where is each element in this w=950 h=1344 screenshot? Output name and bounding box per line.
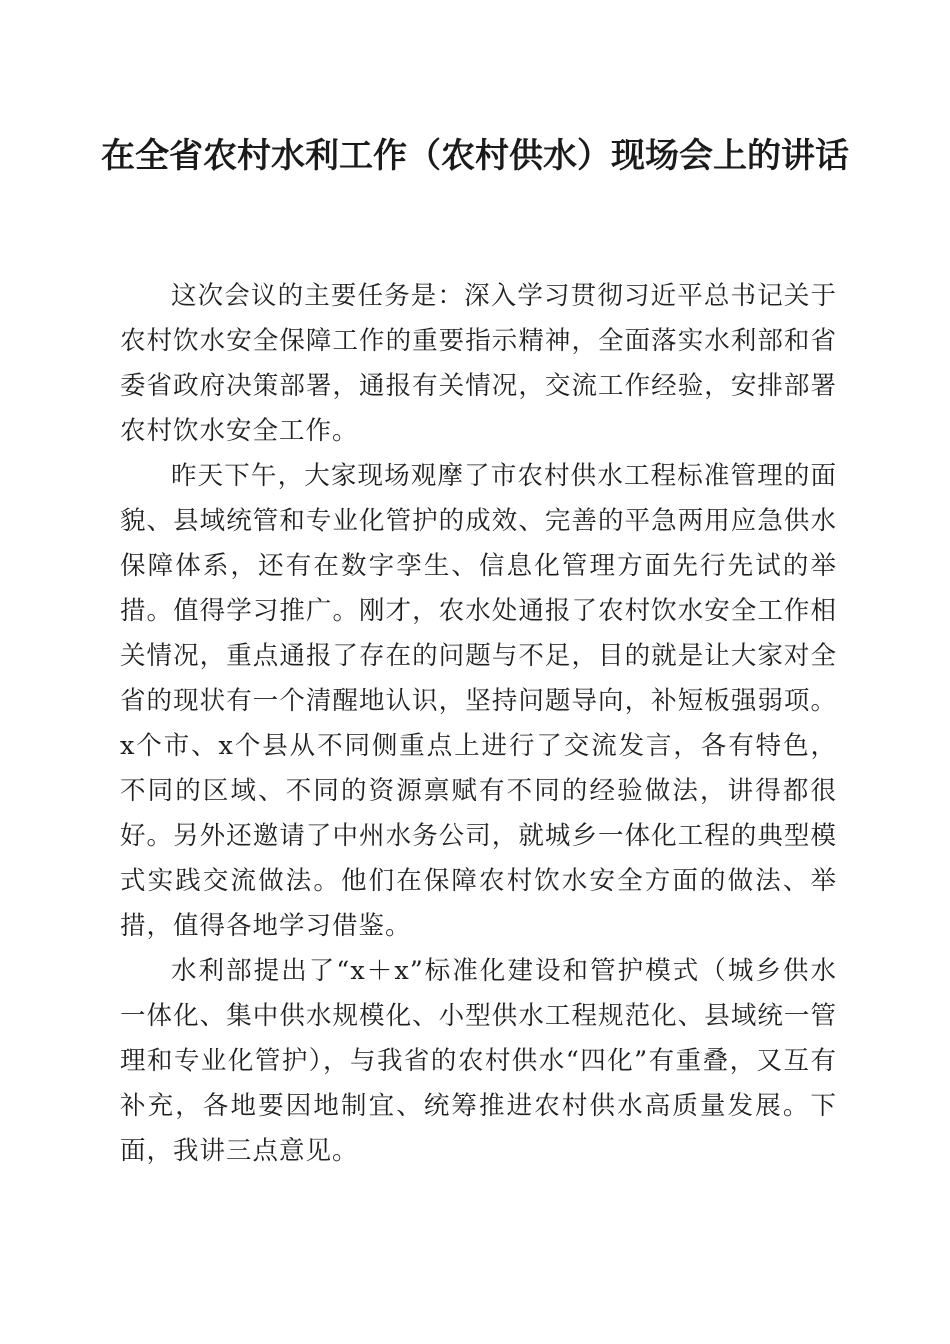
paragraph-1: 这次会议的主要任务是：深入学习贯彻习近平总书记关于农村饮水安全保障工作的重要指示精神，全面落实水利部和省委省政府决策部署，通报有关情况，交流工作经验，安排部署农村饮水安全工作。 (120, 281, 837, 446)
document-body (120, 274, 837, 1174)
paragraph-3: 水利部提出了“x＋x”标准化建设和管护模式（城乡供水一体化、集中供水规模化、小型供水工程规范化、县域统一管理和专业化管护），与我省的农村供水“四化”有重叠，又互有补充，各地要因地制宜、统筹推进农村供水高质量发展。下面，我讲三点意见。 (120, 956, 837, 1166)
document-title: 在全省农村水利工作（农村供水）现场会上的讲话 (101, 136, 849, 176)
paragraph-2: 昨天下午，大家现场观摩了市农村供水工程标准管理的面貌、县域统管和专业化管护的成效、完善的平急两用应急供水保障体系，还有在数字孪生、信息化管理方面先行先试的举措。值得学习推广。刚才，农水处通报了农村饮水安全工作相关情况，重点通报了存在的问题与不足，目的就是让大家对全省的现状有一个清醒地认识，坚持问题导向，补短板强弱项。x个市、x个县从不同侧重点上进行了交流发言，各有特色，不同的区域、不同的资源禀赋有不同的经验做法，讲得都很好。另外还邀请了中州水务公司，就城乡一体化工程的典型模式实践交流做法。他们在保障农村饮水安全方面的做法、举措，值得各地学习借鉴。 (120, 461, 837, 941)
